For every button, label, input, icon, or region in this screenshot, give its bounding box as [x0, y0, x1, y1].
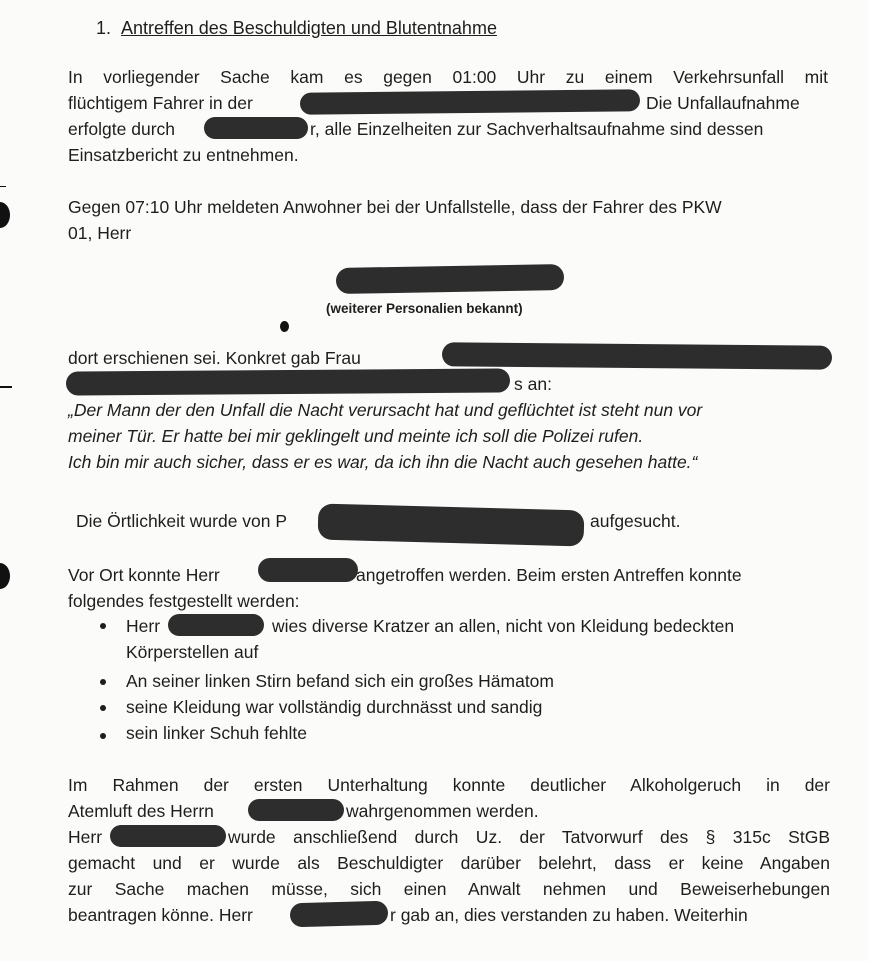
paragraph-line: zur Sache machen müsse, sich einen Anwalt nehmen und Beweiserhebungen: [68, 879, 830, 899]
bullet-icon: [100, 733, 106, 739]
paragraph-line: wahrgenommen werden.: [346, 801, 539, 821]
paragraph-line: erfolgte durch: [68, 119, 176, 139]
paragraph-line: wurde anschließend durch Uz. der Tatvorwurf des § 315c StGB: [228, 827, 830, 847]
list-item: seine Kleidung war vollständig durchnässt und sandig: [126, 697, 543, 717]
quote-line: „Der Mann der den Unfall die Nacht verursacht hat und geflüchtet ist steht nun vor: [68, 400, 703, 420]
quote-line: meiner Tür. Er hatte bei mir geklingelt und meinte ich soll die Polizei rufen.: [68, 426, 644, 446]
list-item: wies diverse Kratzer an allen, nicht von Kleidung bedeckten: [272, 616, 735, 636]
paragraph-line: Die Örtlichkeit wurde von P: [76, 511, 288, 531]
paragraph-line: r gab an, dies verstanden zu haben. Weiterhin: [390, 905, 748, 925]
paragraph-line: Im Rahmen der ersten Unterhaltung konnte deutlicher Alkoholgeruch in der: [68, 775, 830, 795]
punch-hole-mark: [0, 563, 10, 589]
paragraph-line: Vor Ort konnte Herr: [68, 565, 220, 585]
paragraph-line: folgendes festgestellt werden:: [68, 591, 300, 611]
personal-data-note: (weiterer Personalien bekannt): [326, 301, 523, 316]
redaction-bar: [290, 901, 389, 928]
paragraph-line: Einsatzbericht zu entnehmen.: [68, 145, 299, 165]
fold-mark: [0, 386, 12, 388]
paragraph-line: beantragen könne. Herr: [68, 905, 253, 925]
redaction-bar: [258, 558, 358, 582]
paragraph-line: r, alle Einzelheiten zur Sachverhaltsaufnahme sind dessen: [310, 119, 764, 139]
redaction-bar: [248, 799, 344, 821]
section-heading: 1. Antreffen des Beschuldigten und Blutentnahme: [96, 18, 497, 38]
paragraph-line: Die Unfallaufnahme: [646, 93, 800, 113]
list-item: An seiner linken Stirn befand sich ein großes Hämatom: [126, 671, 554, 691]
quote-line: Ich bin mir auch sicher, dass er es war, da ich ihn die Nacht auch gesehen hatte.“: [68, 452, 698, 472]
redaction-bar: [336, 264, 564, 294]
paragraph-line: dort erschienen sei. Konkret gab Frau: [68, 348, 361, 368]
paragraph-line: gemacht und er wurde als Beschuldigter darüber belehrt, dass er keine Angaben: [68, 853, 830, 873]
bullet-icon: [100, 705, 106, 711]
punch-hole-mark: [0, 202, 10, 228]
redaction-bar: [168, 614, 264, 636]
bullet-icon: [100, 623, 106, 629]
paragraph-line: In vorliegender Sache kam es gegen 01:00 Uhr zu einem Verkehrsunfall mit: [68, 67, 828, 87]
bullet-icon: [100, 679, 106, 685]
list-item: Körperstellen auf: [126, 642, 259, 662]
redaction-bar: [300, 89, 640, 115]
paragraph-line: Herr: [68, 827, 103, 847]
paragraph-line: s an:: [514, 374, 552, 394]
redaction-bar: [318, 504, 585, 547]
list-item: Herr: [126, 616, 161, 636]
paragraph-line: Atemluft des Herrn: [68, 801, 214, 821]
paragraph-line: angetroffen werden. Beim ersten Antreffen konnte: [356, 565, 742, 585]
paragraph-line: 01, Herr: [68, 223, 132, 243]
paragraph-line: aufgesucht.: [590, 511, 681, 531]
paragraph-line: Gegen 07:10 Uhr meldeten Anwohner bei der Unfallstelle, dass der Fahrer des PKW: [68, 197, 722, 217]
list-item: sein linker Schuh fehlte: [126, 723, 307, 743]
redaction-bar: [442, 342, 832, 369]
redaction-bar: [204, 117, 308, 139]
ink-dot: [280, 321, 289, 332]
redaction-bar: [110, 825, 226, 847]
paragraph-line: flüchtigem Fahrer in der: [68, 93, 253, 113]
fold-mark: [0, 186, 6, 187]
redaction-bar: [66, 368, 510, 395]
